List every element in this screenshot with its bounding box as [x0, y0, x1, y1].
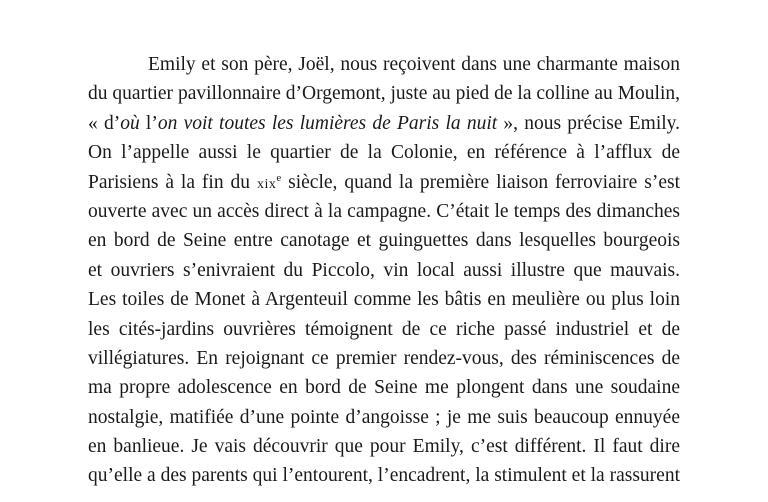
text-line-5-pre: Parisiens à la fin du — [88, 171, 257, 193]
century-numeral: xix — [256, 176, 277, 192]
text-line-3-mid: l’ — [139, 112, 158, 134]
text-line-1: Emily et son père, Joël, nous reçoivent dans une charmante maison — [148, 54, 680, 75]
body-text — [88, 50, 680, 491]
text-line-14: en banlieue. Je vais découvrir que pour Emily, c’est différent. Il faut dire — [88, 436, 680, 458]
text-line-3-italic-2: on voit toutes les lumières de Paris la nuit — [157, 112, 498, 134]
text-line-4: On l’appelle aussi le quartier de la Colonie, en référence à l’afflux de — [88, 142, 680, 164]
text-line-10: les cités-jardins ouvrières témoignent de ce riche passé industriel et de — [88, 318, 680, 340]
text-line-5-post: siècle, quand la première liaison ferroviaire s’est — [281, 171, 680, 193]
text-line-3-post: », nous précise Emily. — [497, 112, 681, 134]
text-line-3-italic-1: où — [120, 112, 140, 134]
century-superscript: e — [276, 171, 282, 184]
text-line-7: en bord de Seine entre canotage et guinguettes dans lesquelles bourgeois — [88, 230, 680, 252]
text-line-3-pre: « d’ — [88, 112, 121, 134]
text-line-11: villégiatures. En rejoignant ce premier rendez-vous, des réminiscences de — [88, 347, 680, 369]
text-line-5 — [88, 168, 680, 197]
text-line-8: et ouvriers s’enivraient du Piccolo, vin local aussi illustre que mauvais. — [88, 259, 680, 281]
text-line-13: nostalgie, matifiée d’une pointe d’angoisse ; je me suis beaucoup ennuyée — [88, 406, 680, 428]
text-line-2: du quartier pavillonnaire d’Orgemont, juste au pied de la colline au Moulin, — [88, 83, 680, 105]
text-line-12: ma propre adolescence en bord de Seine me plongent dans une soudaine — [88, 377, 680, 399]
text-line-6: ouverte avec un accès direct à la campagne. C’était le temps des dimanches — [88, 200, 680, 222]
text-line-15: qu’elle a des parents qui l’entourent, l’encadrent, la stimulent et la rassurent — [88, 465, 680, 487]
text-line-3 — [88, 109, 680, 138]
text-line-9: Les toiles de Monet à Argenteuil comme les bâtis en meulière ou plus loin — [88, 289, 680, 311]
